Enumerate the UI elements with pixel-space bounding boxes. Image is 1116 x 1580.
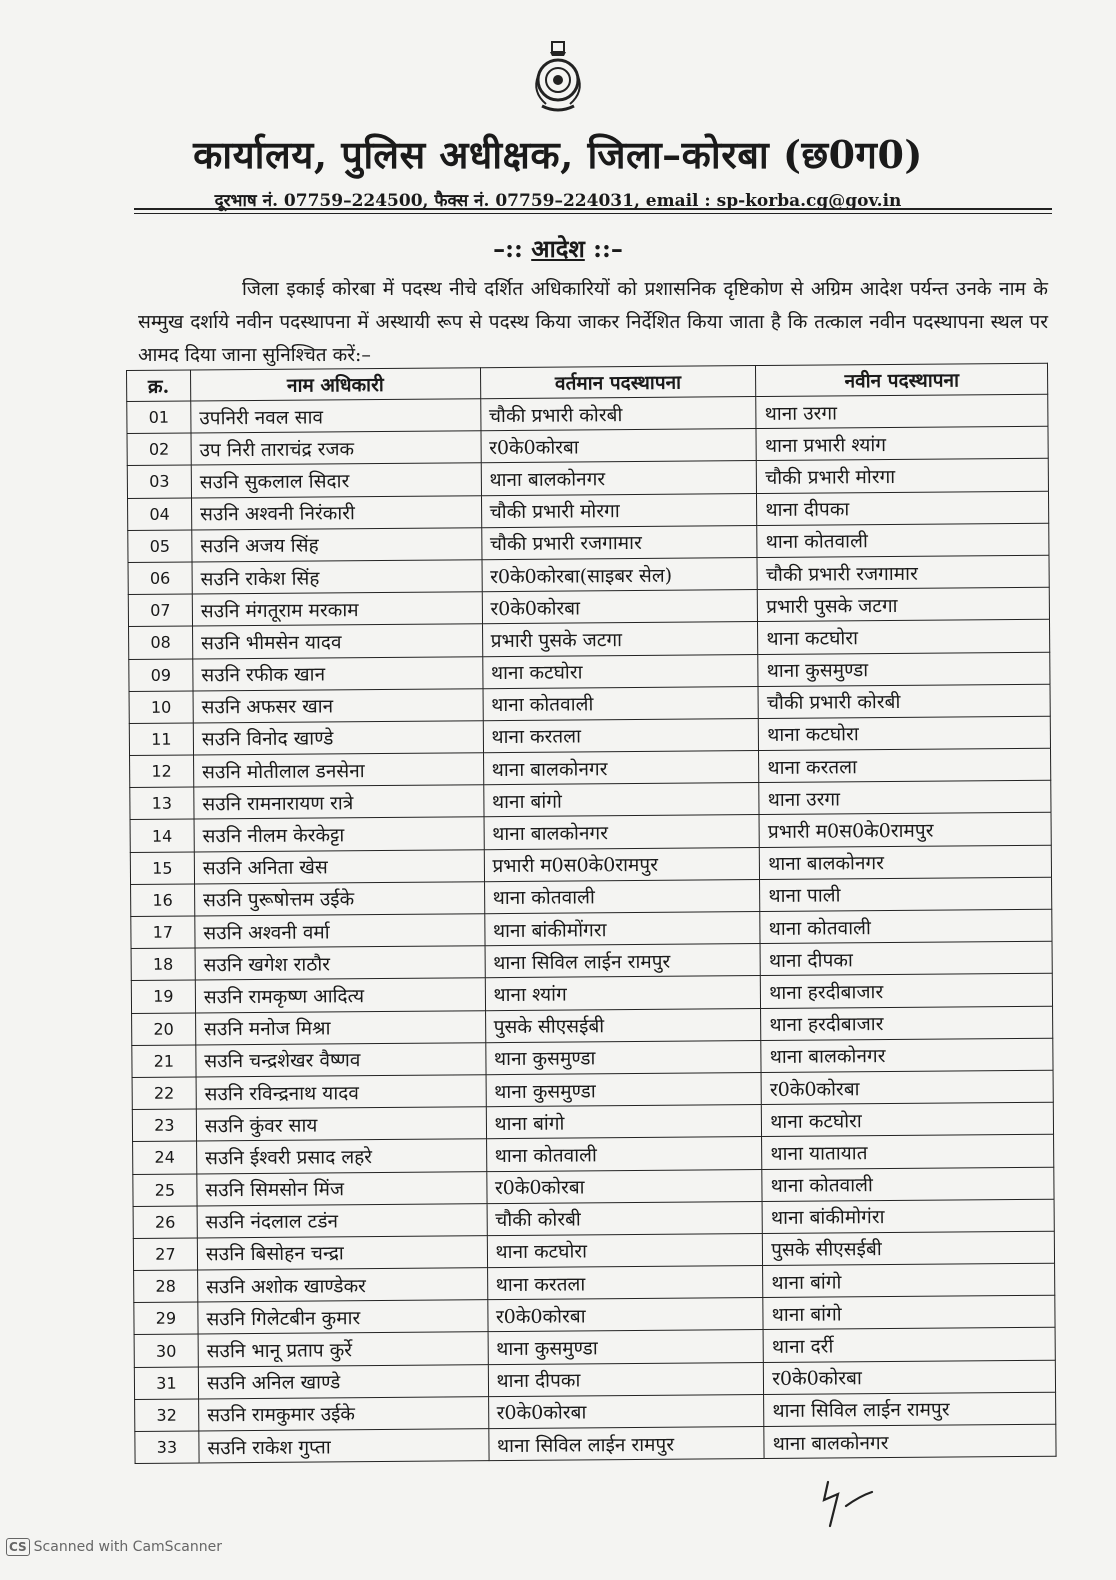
- serial-cell: 01: [127, 401, 191, 434]
- serial-cell: 32: [135, 1399, 199, 1432]
- officer-name-cell: सउनि मनोज मिश्रा: [195, 1010, 485, 1044]
- new-posting-cell: थाना कोतवाली: [760, 909, 1052, 943]
- new-posting-cell: चौकी प्रभारी कोरबी: [758, 684, 1050, 718]
- officer-name-cell: सउनि नंदलाल टडंन: [197, 1203, 487, 1237]
- serial-cell: 13: [130, 787, 194, 820]
- serial-cell: 27: [133, 1238, 197, 1271]
- officer-name-cell: सउनि अशोक खाण्डेकर: [198, 1268, 488, 1302]
- new-posting-cell: प्रभारी म0स0के0रामपुर: [759, 813, 1051, 847]
- serial-cell: 09: [129, 658, 193, 691]
- new-posting-cell: पुसके सीएसईबी: [763, 1231, 1055, 1265]
- officer-name-cell: सउनि अश्वनी निरंकारी: [191, 495, 481, 529]
- contact-line: दूरभाष नं. 07759–224500, फैक्स नं. 07759–224031, email : sp-korba.cg@gov.in: [214, 191, 902, 211]
- new-posting-cell: थाना दर्री: [763, 1328, 1055, 1362]
- current-posting-cell: चौकी कोरबी: [487, 1201, 763, 1235]
- new-posting-cell: थाना पाली: [760, 877, 1052, 911]
- officer-name-cell: सउनि गिलेटबीन कुमार: [198, 1300, 488, 1334]
- officer-name-cell: सउनि कुंवर साय: [196, 1107, 486, 1141]
- table-body: [127, 394, 1056, 1463]
- current-posting-cell: थाना बालकोनगर: [483, 751, 759, 785]
- signature-icon: [820, 1476, 880, 1536]
- officer-name-cell: सउनि रामकुमार उईके: [199, 1397, 489, 1431]
- serial-cell: 33: [135, 1431, 199, 1464]
- officer-name-cell: सउनि ईश्वरी प्रसाद लहरे: [196, 1139, 486, 1173]
- new-posting-cell: थाना सिविल लाईन रामपुर: [764, 1392, 1056, 1426]
- header-serial: क्र.: [127, 370, 191, 402]
- new-posting-cell: थाना कटघोरा: [759, 716, 1051, 750]
- serial-cell: 28: [134, 1270, 198, 1303]
- current-posting-cell: र0के0कोरबा: [487, 1298, 763, 1332]
- serial-cell: 25: [133, 1173, 197, 1206]
- order-heading: –:: आदेश ::–: [493, 234, 623, 263]
- new-posting-cell: थाना बांगो: [763, 1295, 1055, 1329]
- police-emblem-icon: [526, 40, 590, 114]
- current-posting-cell: थाना बालकोनगर: [481, 461, 757, 495]
- current-posting-cell: थाना कुसमुण्डा: [486, 1072, 762, 1106]
- officer-name-cell: उप निरी ताराचंद्र रजक: [191, 431, 481, 465]
- serial-cell: 22: [132, 1077, 196, 1110]
- serial-cell: 17: [131, 916, 195, 949]
- new-posting-cell: थाना बालकोनगर: [764, 1424, 1056, 1458]
- officer-name-cell: सउनि बिसोहन चन्द्रा: [197, 1236, 487, 1270]
- officer-name-cell: उपनिरी नवल साव: [191, 399, 481, 433]
- order-paragraph: जिला इकाई कोरबा में पदस्थ नीचे दर्शित अधिकारियों को प्रशासनिक दृष्टिकोण से अग्रिम आदेश पर्यन्त उनके नाम के सम्मुख दर्शाये नवीन पदस्थापना में अस्थायी रूप से पदस्थ किया जाकर निर्देशित किया जाता है कि तत्काल नवीन पदस्थापना स्थल पर आमद दिया जाना सुनिश्चित करें:–: [138, 278, 1048, 366]
- current-posting-cell: थाना दीपका: [488, 1362, 764, 1396]
- serial-cell: 23: [132, 1109, 196, 1142]
- new-posting-cell: प्रभारी पुसके जटगा: [758, 587, 1050, 621]
- officer-name-cell: सउनि सिमसोन मिंज: [197, 1171, 487, 1205]
- new-posting-cell: थाना हरदीबाजार: [761, 974, 1053, 1008]
- new-posting-cell: थाना उरगा: [759, 780, 1051, 814]
- new-posting-cell: थाना कटघोरा: [762, 1102, 1054, 1136]
- current-posting-cell: र0के0कोरबा: [486, 1169, 762, 1203]
- officer-name-cell: सउनि भानू प्रताप कुर्रे: [198, 1332, 488, 1366]
- new-posting-cell: थाना कुसमुण्डा: [758, 652, 1050, 686]
- current-posting-cell: थाना कुसमुण्डा: [485, 1040, 761, 1074]
- current-posting-cell: थाना बांगो: [483, 783, 759, 817]
- officer-name-cell: सउनि राकेश सिंह: [192, 560, 482, 594]
- officer-name-cell: सउनि सुकलाल सिदार: [191, 463, 481, 497]
- new-posting-cell: र0के0कोरबा: [761, 1070, 1053, 1104]
- header-new-posting: नवीन पदस्थापना: [756, 363, 1048, 396]
- current-posting-cell: थाना बांगो: [486, 1105, 762, 1139]
- new-posting-cell: थाना प्रभारी श्यांग: [756, 426, 1048, 460]
- serial-cell: 06: [128, 562, 192, 595]
- new-posting-cell: थाना दीपका: [760, 941, 1052, 975]
- serial-cell: 18: [131, 948, 195, 981]
- current-posting-cell: थाना कुसमुण्डा: [488, 1330, 764, 1364]
- officer-name-cell: सउनि रफीक खान: [193, 656, 483, 690]
- new-posting-cell: थाना बांकीमोगंरा: [762, 1199, 1054, 1233]
- serial-cell: 05: [128, 530, 192, 563]
- officer-name-cell: सउनि खगेश राठौर: [195, 946, 485, 980]
- officer-name-cell: सउनि अश्वनी वर्मा: [195, 914, 485, 948]
- serial-cell: 21: [132, 1045, 196, 1078]
- serial-cell: 15: [130, 852, 194, 885]
- officer-name-cell: सउनि रामकृष्ण आदित्य: [195, 978, 485, 1012]
- new-posting-cell: थाना दीपका: [757, 491, 1049, 525]
- current-posting-cell: चौकी प्रभारी मोरगा: [481, 493, 757, 527]
- current-posting-cell: प्रभारी म0स0के0रामपुर: [484, 847, 760, 881]
- new-posting-cell: थाना कटघोरा: [758, 620, 1050, 654]
- officer-name-cell: सउनि मोतीलाल डनसेना: [193, 753, 483, 787]
- officer-name-cell: सउनि रविन्द्रनाथ यादव: [196, 1075, 486, 1109]
- new-posting-cell: थाना बांगो: [763, 1263, 1055, 1297]
- serial-cell: 04: [128, 498, 192, 531]
- table-row: [135, 1424, 1056, 1463]
- serial-cell: 12: [130, 755, 194, 788]
- officer-name-cell: सउनि चन्द्रशेखर वैष्णव: [196, 1042, 486, 1076]
- header-divider: [134, 208, 1052, 210]
- current-posting-cell: थाना कटघोरा: [487, 1233, 763, 1267]
- officer-name-cell: सउनि अफसर खान: [193, 688, 483, 722]
- current-posting-cell: पुसके सीएसईबी: [485, 1008, 761, 1042]
- serial-cell: 20: [132, 1013, 196, 1046]
- current-posting-cell: थाना सिविल लाईन रामपुर: [488, 1427, 764, 1461]
- serial-cell: 02: [127, 433, 191, 466]
- header-divider-thin: [134, 213, 1052, 214]
- current-posting-cell: थाना बांकीमोंगरा: [484, 912, 760, 946]
- serial-cell: 14: [130, 819, 194, 852]
- serial-cell: 16: [131, 884, 195, 917]
- header-officer-name: नाम अधिकारी: [190, 368, 480, 401]
- officer-name-cell: सउनि राकेश गुप्ता: [199, 1429, 489, 1463]
- serial-cell: 30: [134, 1334, 198, 1367]
- new-posting-cell: थाना करतला: [759, 748, 1051, 782]
- serial-cell: 26: [133, 1206, 197, 1239]
- officer-name-cell: सउनि अजय सिंह: [192, 527, 482, 561]
- new-posting-cell: चौकी प्रभारी मोरगा: [757, 459, 1049, 493]
- new-posting-cell: र0के0कोरबा: [764, 1360, 1056, 1394]
- serial-cell: 03: [127, 465, 191, 498]
- watermark-text: Scanned with CamScanner: [33, 1539, 222, 1555]
- new-posting-cell: थाना बालकोनगर: [760, 845, 1052, 879]
- new-posting-cell: थाना उरगा: [756, 394, 1048, 428]
- new-posting-cell: थाना हरदीबाजार: [761, 1006, 1053, 1040]
- officer-name-cell: सउनि विनोद खाण्डे: [193, 721, 483, 755]
- scanner-watermark: [6, 1538, 222, 1556]
- new-posting-cell: थाना यातायात: [762, 1135, 1054, 1169]
- serial-cell: 11: [129, 723, 193, 756]
- new-posting-cell: थाना कोतवाली: [757, 523, 1049, 557]
- serial-cell: 29: [134, 1302, 198, 1335]
- current-posting-cell: थाना कटघोरा: [482, 654, 758, 688]
- camscanner-icon: CS: [6, 1538, 30, 1556]
- transfer-table: [126, 363, 1057, 1464]
- serial-cell: 07: [128, 594, 192, 627]
- current-posting-cell: र0के0कोरबा: [488, 1394, 764, 1428]
- current-posting-cell: र0के0कोरबा: [481, 429, 757, 463]
- serial-cell: 08: [129, 626, 193, 659]
- current-posting-cell: थाना कोतवाली: [486, 1137, 762, 1171]
- current-posting-cell: थाना कोतवाली: [484, 879, 760, 913]
- new-posting-cell: चौकी प्रभारी रजगामार: [757, 555, 1049, 589]
- current-posting-cell: थाना श्यांग: [485, 976, 761, 1010]
- current-posting-cell: थाना करतला: [483, 718, 759, 752]
- current-posting-cell: थाना करतला: [487, 1266, 763, 1300]
- current-posting-cell: चौकी प्रभारी रजगामार: [481, 525, 757, 559]
- office-title: कार्यालय, पुलिस अधीक्षक, जिला–कोरबा (छ0ग0): [193, 132, 923, 177]
- current-posting-cell: चौकी प्रभारी कोरबी: [480, 397, 756, 431]
- current-posting-cell: र0के0कोरबा(साइबर सेल): [482, 557, 758, 591]
- serial-cell: 19: [131, 980, 195, 1013]
- header-current-posting: वर्तमान पदस्थापना: [480, 366, 756, 399]
- officer-name-cell: सउनि अनिता खेस: [194, 849, 484, 883]
- current-posting-cell: थाना बालकोनगर: [484, 815, 760, 849]
- new-posting-cell: थाना कोतवाली: [762, 1167, 1054, 1201]
- serial-cell: 24: [133, 1141, 197, 1174]
- current-posting-cell: थाना सिविल लाईन रामपुर: [485, 944, 761, 978]
- current-posting-cell: र0के0कोरबा: [482, 590, 758, 624]
- serial-cell: 10: [129, 691, 193, 724]
- officer-name-cell: सउनि नीलम केरकेट्टा: [194, 817, 484, 851]
- officer-name-cell: सउनि पुरूषोत्तम उईके: [194, 882, 484, 916]
- officer-name-cell: सउनि भीमसेन यादव: [192, 624, 482, 658]
- current-posting-cell: थाना कोतवाली: [483, 686, 759, 720]
- new-posting-cell: थाना बालकोनगर: [761, 1038, 1053, 1072]
- current-posting-cell: प्रभारी पुसके जटगा: [482, 622, 758, 656]
- officer-name-cell: सउनि मंगतूराम मरकाम: [192, 592, 482, 626]
- serial-cell: 31: [134, 1367, 198, 1400]
- officer-name-cell: सउनि अनिल खाण्डे: [198, 1364, 488, 1398]
- officer-name-cell: सउनि रामनारायण रात्रे: [194, 785, 484, 819]
